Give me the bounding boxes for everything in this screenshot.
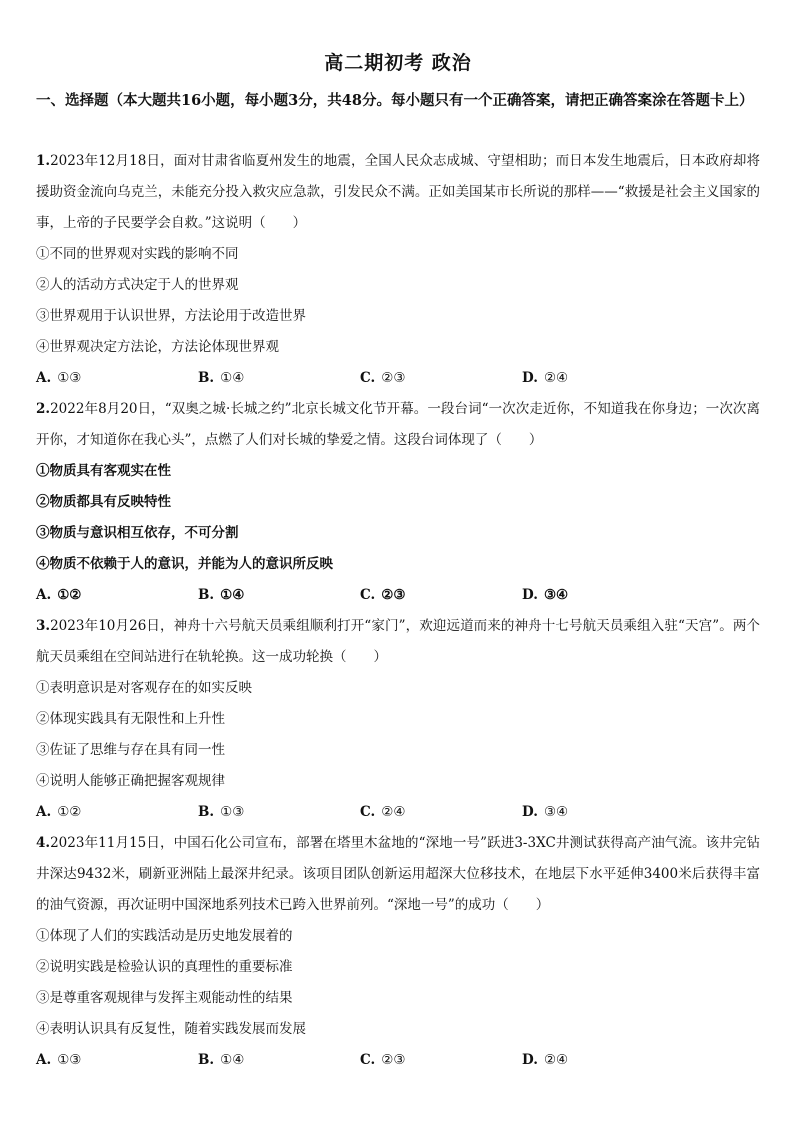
choice-d [522,580,684,611]
choice-label: D. [522,804,538,820]
choice-value: ①④ [220,1052,245,1068]
statement-option: ②物质都具有反映特性 [36,494,171,510]
question-text: 2023年11月15日，中国石化公司宣布，部署在塔里木盆地的“深地一号”跃进3-3XC井测试获得高产油气流。该井完钻井深达9432米，刷新亚洲陆上最深井纪录。该项目团队创新运用超深大位移技术，在地层下水平延伸3400米后获得丰富的油气资源，再次证明中国深地系列技术已跨入世界前列。“深地一号”的成功（ ） [36,835,760,913]
statement-option: ③物质与意识相互依存，不可分割 [36,525,239,541]
choice-label: B. [198,804,215,820]
choice-a [36,1045,198,1076]
choice-label: B. [198,1052,215,1068]
answer-choices [36,580,760,611]
question-4 [36,828,760,1076]
choice-b [198,363,360,394]
question-2 [36,394,760,611]
statement-option: ①表明意识是对客观存在的如实反映 [36,680,252,696]
choice-b [198,1045,360,1076]
choice-value: ③④ [543,587,569,603]
choice-value: ①② [57,587,82,603]
statement-option: ④世界观决定方法论，方法论体现世界观 [36,339,279,355]
question-text: 2023年12月18日，面对甘肃省临夏州发生的地震，全国人民众志成城、守望相助；而日本发生地震后，日本政府却将援助资金流向乌克兰，未能充分投入救灾应急款，引发民众不满。正如美国某市长所说的那样——“救援是社会主义国家的事，上帝的子民要学会自救。”这说明（ ） [36,153,760,231]
statement-option: ③佐证了思维与存在具有同一性 [36,742,225,758]
choice-label: A. [36,804,52,820]
page-title: 高二期初考 政治 [324,52,472,74]
choice-c [360,580,522,611]
statement-option: ①不同的世界观对实践的影响不同 [36,246,239,262]
choice-b [198,580,360,611]
choice-value: ②④ [381,804,406,820]
choice-value: ②④ [543,1052,569,1068]
question-1 [36,146,760,394]
choice-value: ①③ [57,1052,82,1068]
question-text: 2023年10月26日，神舟十六号航天员乘组顺利打开“家门”，欢迎远道而来的神舟十七号航天员乘组入驻“天宫”。两个航天员乘组在空间站进行在轨轮换。这一成功轮换（ ） [36,618,760,665]
statement-option: ③世界观用于认识世界，方法论用于改造世界 [36,308,306,324]
answer-choices [36,797,760,828]
question-3 [36,611,760,828]
choice-value: ②③ [381,587,406,603]
choice-label: D. [522,587,538,603]
statement-option: ③是尊重客观规律与发挥主观能动性的结果 [36,990,293,1006]
question-stem [36,146,760,239]
question-number: 4. [36,835,51,851]
choice-label: A. [36,587,52,603]
choice-b [198,797,360,828]
choice-label: C. [360,804,376,820]
statement-option: ④物质不依赖于人的意识，并能为人的意识所反映 [36,556,333,572]
choice-d [522,797,684,828]
choice-label: D. [522,370,538,386]
answer-choices [36,1045,760,1076]
question-stem [36,394,760,456]
choice-value: ③④ [543,804,569,820]
questions-list [36,146,760,1076]
answer-choices [36,363,760,394]
choice-value: ②④ [543,370,569,386]
statement-option: ②体现实践具有无限性和上升性 [36,711,225,727]
choice-label: D. [522,1052,538,1068]
choice-value: ②③ [381,1052,406,1068]
choice-label: A. [36,370,52,386]
question-number: 1. [36,153,51,169]
question-stem [36,828,760,921]
choice-a [36,363,198,394]
choice-label: C. [360,370,376,386]
choice-value: ①④ [220,587,245,603]
section-heading: 一、选择题（本大题共16小题，每小题3分，共48分。每小题只有一个正确答案，请把正确答案涂在答题卡上） [36,92,754,109]
statement-option: ②说明实践是检验认识的真理性的重要标准 [36,959,293,975]
choice-value: ①③ [220,804,245,820]
choice-label: B. [198,587,215,603]
choice-d [522,363,684,394]
statement-option: ①体现了人们的实践活动是历史地发展着的 [36,928,293,944]
choice-c [360,797,522,828]
choice-label: B. [198,370,215,386]
choice-c [360,363,522,394]
statement-option: ④说明人能够正确把握客观规律 [36,773,225,789]
choice-value: ①③ [57,370,82,386]
question-number: 3. [36,618,51,634]
choice-a [36,580,198,611]
choice-value: ①② [57,804,82,820]
question-text: 2022年8月20日，“双奥之城·长城之约”北京长城文化节开幕。一段台词“一次次走近你，不知道我在你身边；一次次离开你，才知道你在我心头”，点燃了人们对长城的挚爱之情。这段台词体现了（ ） [36,401,760,448]
question-number: 2. [36,401,51,417]
choice-label: C. [360,1052,376,1068]
choice-value: ②③ [381,370,406,386]
choice-value: ①④ [220,370,245,386]
statement-option: ④表明认识具有反复性，随着实践发展而发展 [36,1021,306,1037]
choice-label: C. [360,587,376,603]
choice-d [522,1045,684,1076]
choice-a [36,797,198,828]
question-stem [36,611,760,673]
choice-label: A. [36,1052,52,1068]
choice-c [360,1045,522,1076]
statement-option: ①物质具有客观实在性 [36,463,171,479]
statement-option: ②人的活动方式决定于人的世界观 [36,277,239,293]
